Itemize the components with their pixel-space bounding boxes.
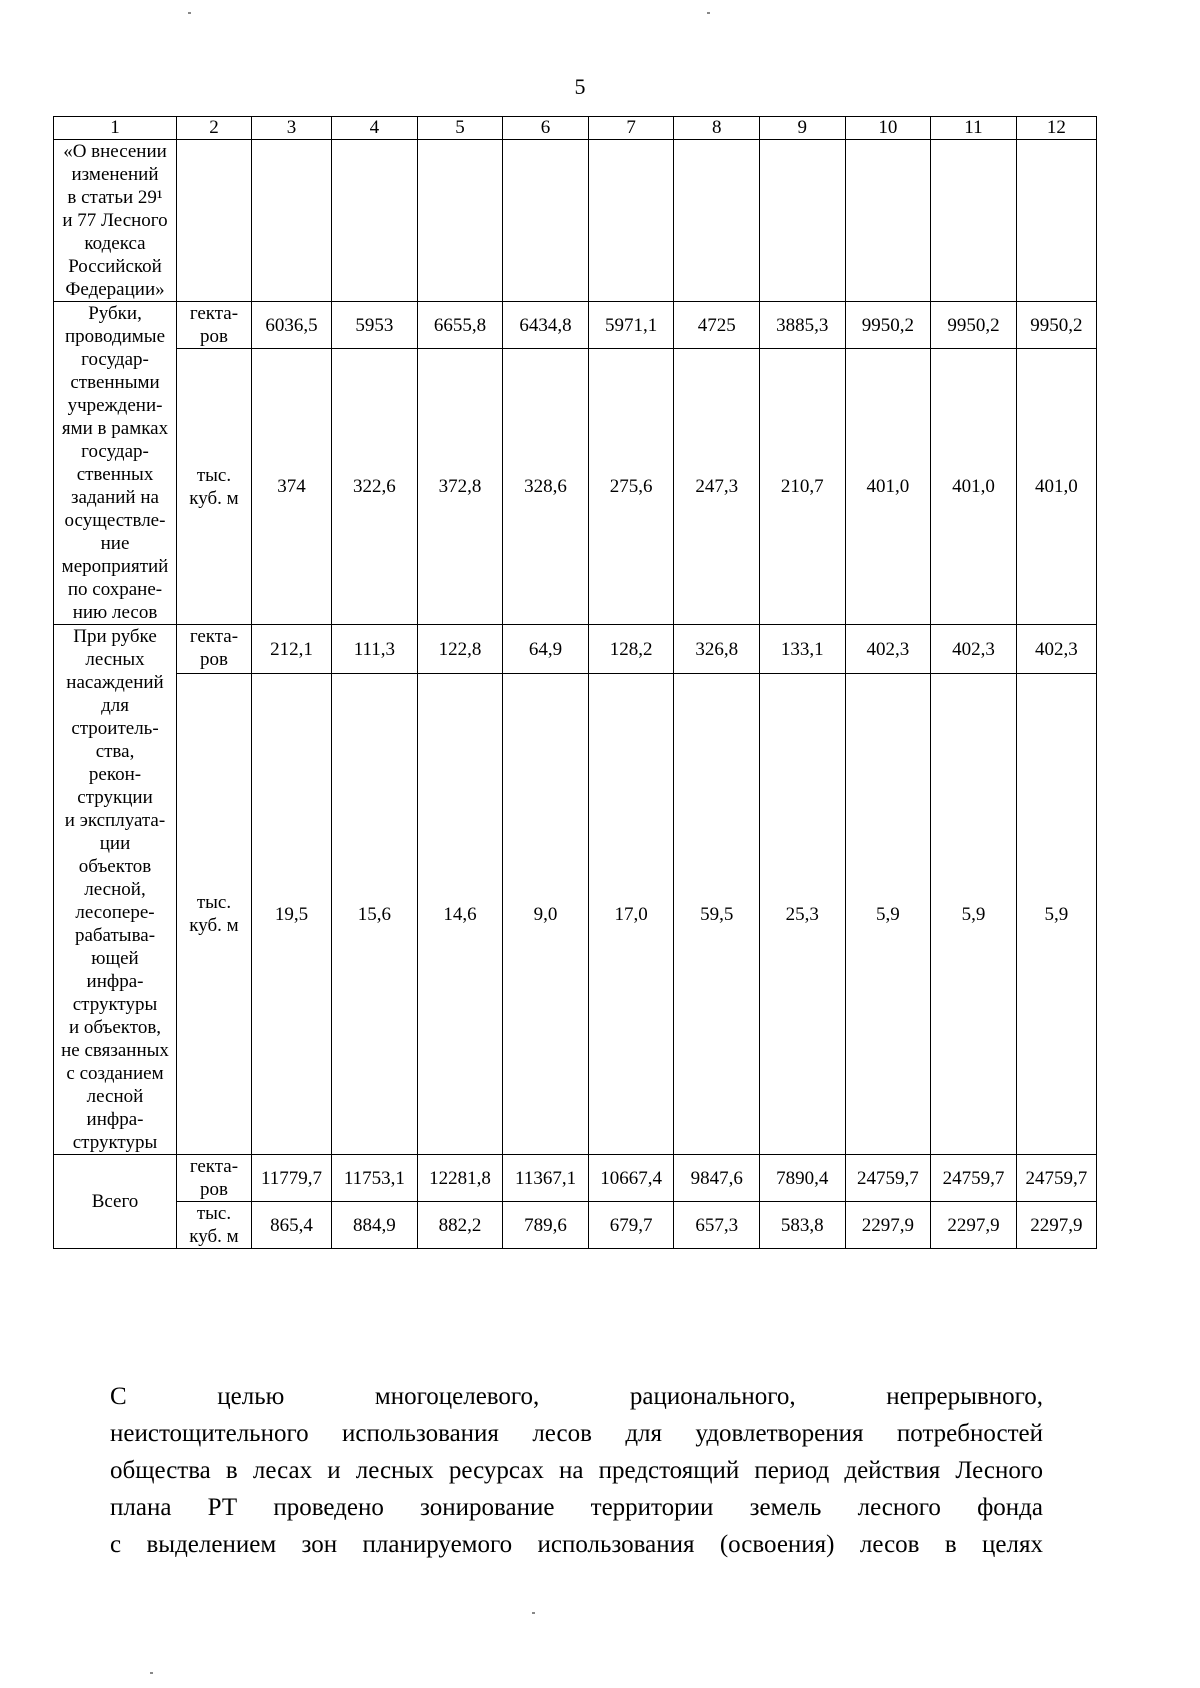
cell-line: гекта- xyxy=(189,303,239,324)
total-value-cell: 882,2 xyxy=(417,1202,503,1249)
value-cell: 59,5 xyxy=(674,674,760,1155)
empty-cell xyxy=(503,140,589,302)
column-number: 7 xyxy=(588,117,674,140)
empty-cell xyxy=(332,140,418,302)
value-cell: 212,1 xyxy=(251,625,331,674)
cell-line: для xyxy=(101,695,129,716)
cell-line: лесной xyxy=(86,1086,144,1107)
value-cell: 19,5 xyxy=(251,674,331,1155)
cell-line: мероприятий xyxy=(61,556,169,577)
value-cell: 5953 xyxy=(332,302,418,349)
cell-line: Федерации» xyxy=(65,279,165,300)
empty-cell xyxy=(760,140,846,302)
cell-line: ющей xyxy=(91,948,139,969)
empty-cell xyxy=(1016,140,1096,302)
value-cell: 402,3 xyxy=(931,625,1017,674)
cell-line: ров xyxy=(199,326,228,347)
column-number: 4 xyxy=(332,117,418,140)
cell-line: объектов xyxy=(78,856,152,877)
cell-line: ственными xyxy=(70,372,160,393)
value-cell: 9950,2 xyxy=(931,302,1017,349)
value-cell: 328,6 xyxy=(503,349,589,625)
empty-cell xyxy=(931,140,1017,302)
empty-cell xyxy=(845,140,931,302)
unit-cell xyxy=(177,349,252,625)
cell-line: осуществле- xyxy=(64,510,166,531)
cell-line: ями в рамках xyxy=(61,418,169,439)
page-number: 5 xyxy=(574,74,586,99)
column-number: 8 xyxy=(674,117,760,140)
cell-line: ров xyxy=(199,1179,228,1200)
cell-line: тыс. xyxy=(196,464,232,486)
total-value-cell: 679,7 xyxy=(588,1202,674,1249)
unit-cell xyxy=(177,302,252,349)
column-number: 5 xyxy=(417,117,503,140)
paragraph-line: общества в лесах и лесных ресурсах на предстоящий период действия Лесного xyxy=(110,1457,1043,1484)
value-cell: 402,3 xyxy=(845,625,931,674)
column-number: 10 xyxy=(845,117,931,140)
total-value-cell: 11367,1 xyxy=(503,1155,589,1202)
cell-line: с созданием xyxy=(66,1063,164,1084)
value-cell: 14,6 xyxy=(417,674,503,1155)
unit-cell xyxy=(177,1202,252,1249)
value-cell: 5,9 xyxy=(931,674,1017,1155)
total-value-cell: 11779,7 xyxy=(251,1155,331,1202)
value-cell: 326,8 xyxy=(674,625,760,674)
value-cell: 372,8 xyxy=(417,349,503,625)
cell-line: и 77 Лесного xyxy=(62,210,168,231)
total-label: Всего xyxy=(54,1155,177,1249)
value-cell: 25,3 xyxy=(760,674,846,1155)
total-value-cell: 2297,9 xyxy=(931,1202,1017,1249)
cell-line: гекта- xyxy=(189,626,239,647)
cell-line: лесной, xyxy=(84,879,146,900)
column-number: 9 xyxy=(760,117,846,140)
total-value-cell: 24759,7 xyxy=(845,1155,931,1202)
cell-line: инфра- xyxy=(86,971,144,992)
empty-cell xyxy=(674,140,760,302)
value-cell: 9,0 xyxy=(503,674,589,1155)
cell-line: государ- xyxy=(81,349,149,370)
value-cell: 247,3 xyxy=(674,349,760,625)
scan-speck xyxy=(188,12,191,14)
value-cell: 401,0 xyxy=(931,349,1017,625)
empty-cell xyxy=(177,140,252,302)
cell-line: гекта- xyxy=(189,1156,239,1177)
column-number: 3 xyxy=(251,117,331,140)
cell-line: структуры xyxy=(72,994,158,1015)
cell-line: проводимые xyxy=(64,326,166,347)
value-cell: 17,0 xyxy=(588,674,674,1155)
cell-line: строитель- xyxy=(71,718,159,739)
body-paragraph xyxy=(110,1378,1043,1563)
total-value-cell: 884,9 xyxy=(332,1202,418,1249)
cell-line: инфра- xyxy=(86,1109,144,1130)
cell-line: не связанных xyxy=(61,1040,169,1061)
total-value-cell: 10667,4 xyxy=(588,1155,674,1202)
value-cell: 210,7 xyxy=(760,349,846,625)
total-value-cell: 11753,1 xyxy=(332,1155,418,1202)
empty-cell xyxy=(588,140,674,302)
empty-cell xyxy=(251,140,331,302)
cell-line: насаждений xyxy=(66,672,164,693)
total-value-cell: 583,8 xyxy=(760,1202,846,1249)
paragraph-line: С целью многоцелевого, рационального, непрерывного, xyxy=(110,1383,1043,1410)
cell-line: рекон- xyxy=(88,764,142,785)
cell-line: структуры xyxy=(72,1132,158,1153)
value-cell: 133,1 xyxy=(760,625,846,674)
cell-line: рабатыва- xyxy=(74,925,156,946)
table-row xyxy=(54,349,1097,625)
forest-use-table xyxy=(53,116,1097,1249)
cell-line: ции xyxy=(99,833,131,854)
column-number: 11 xyxy=(931,117,1017,140)
total-value-cell: 7890,4 xyxy=(760,1155,846,1202)
value-cell: 9950,2 xyxy=(845,302,931,349)
value-cell: 5971,1 xyxy=(588,302,674,349)
cell-line: Рубки, xyxy=(88,303,142,324)
cell-line: куб. м xyxy=(189,915,239,937)
column-number: 1 xyxy=(54,117,177,140)
cell-line: куб. м xyxy=(189,487,239,509)
cell-line: государ- xyxy=(81,441,149,462)
value-cell: 401,0 xyxy=(1016,349,1096,625)
total-value-cell: 865,4 xyxy=(251,1202,331,1249)
total-value-cell: 2297,9 xyxy=(1016,1202,1096,1249)
cell-line: куб. м xyxy=(189,1226,239,1247)
unit-cell xyxy=(177,674,252,1155)
total-value-cell: 2297,9 xyxy=(845,1202,931,1249)
value-cell: 128,2 xyxy=(588,625,674,674)
total-row xyxy=(54,1202,1097,1249)
cell-line: струкции xyxy=(77,787,153,808)
value-cell: 6434,8 xyxy=(503,302,589,349)
cell-line: лесных xyxy=(85,649,145,670)
value-cell: 5,9 xyxy=(845,674,931,1155)
row-label xyxy=(54,625,177,1155)
cell-line: «О внесении xyxy=(63,141,167,162)
cell-line: по сохране- xyxy=(67,579,163,600)
column-number: 2 xyxy=(177,117,252,140)
cell-line: заданий на xyxy=(71,487,159,508)
total-value-cell: 789,6 xyxy=(503,1202,589,1249)
value-cell: 402,3 xyxy=(1016,625,1096,674)
value-cell: 122,8 xyxy=(417,625,503,674)
scan-speck xyxy=(150,1672,153,1674)
value-cell: 401,0 xyxy=(845,349,931,625)
header-row xyxy=(54,117,1097,140)
total-value-cell: 9847,6 xyxy=(674,1155,760,1202)
cell-line: тыс. xyxy=(196,1203,232,1224)
value-cell: 5,9 xyxy=(1016,674,1096,1155)
value-cell: 6655,8 xyxy=(417,302,503,349)
value-cell: 111,3 xyxy=(332,625,418,674)
value-cell: 4725 xyxy=(674,302,760,349)
value-cell: 6036,5 xyxy=(251,302,331,349)
value-cell: 275,6 xyxy=(588,349,674,625)
cell-line: и эксплуата- xyxy=(64,810,166,831)
scan-speck xyxy=(532,1612,535,1614)
unit-cell xyxy=(177,625,252,674)
cell-line: ров xyxy=(199,649,228,670)
total-value-cell: 24759,7 xyxy=(931,1155,1017,1202)
cell-line: учреждени- xyxy=(67,395,163,416)
total-value-cell: 12281,8 xyxy=(417,1155,503,1202)
value-cell: 15,6 xyxy=(332,674,418,1155)
value-cell: 322,6 xyxy=(332,349,418,625)
cell-line: ства, xyxy=(95,741,135,762)
column-number: 12 xyxy=(1016,117,1096,140)
value-cell: 9950,2 xyxy=(1016,302,1096,349)
cell-line: нию лесов xyxy=(72,602,158,623)
table-row xyxy=(54,674,1097,1155)
cell-line: в статьи 29¹ xyxy=(67,187,163,208)
total-value-cell: 24759,7 xyxy=(1016,1155,1096,1202)
unit-cell xyxy=(177,1155,252,1202)
intro-row-label xyxy=(54,140,177,302)
total-value-cell: 657,3 xyxy=(674,1202,760,1249)
paragraph-line: плана РТ проведено зонирование территории земель лесного фонда xyxy=(110,1494,1043,1521)
cell-line: ние xyxy=(100,533,130,554)
table-row xyxy=(54,302,1097,349)
cell-line: и объектов, xyxy=(68,1017,162,1038)
value-cell: 3885,3 xyxy=(760,302,846,349)
table-row xyxy=(54,625,1097,674)
cell-line: ственных xyxy=(76,464,154,485)
cell-line: кодекса xyxy=(84,233,146,254)
value-cell: 374 xyxy=(251,349,331,625)
column-number: 6 xyxy=(503,117,589,140)
paragraph-line: неистощительного использования лесов для удовлетворения потребностей xyxy=(110,1420,1043,1447)
cell-line: тыс. xyxy=(196,892,232,914)
total-row xyxy=(54,1155,1097,1202)
intro-row xyxy=(54,140,1097,302)
cell-line: изменений xyxy=(71,164,159,185)
cell-line: лесопере- xyxy=(75,902,155,923)
empty-cell xyxy=(417,140,503,302)
cell-line: Российской xyxy=(68,256,162,277)
value-cell: 64,9 xyxy=(503,625,589,674)
cell-line: При рубке xyxy=(73,626,157,647)
row-label xyxy=(54,302,177,625)
paragraph-line: с выделением зон планируемого использования (освоения) лесов в целях xyxy=(110,1531,1043,1558)
scan-speck xyxy=(707,12,710,14)
